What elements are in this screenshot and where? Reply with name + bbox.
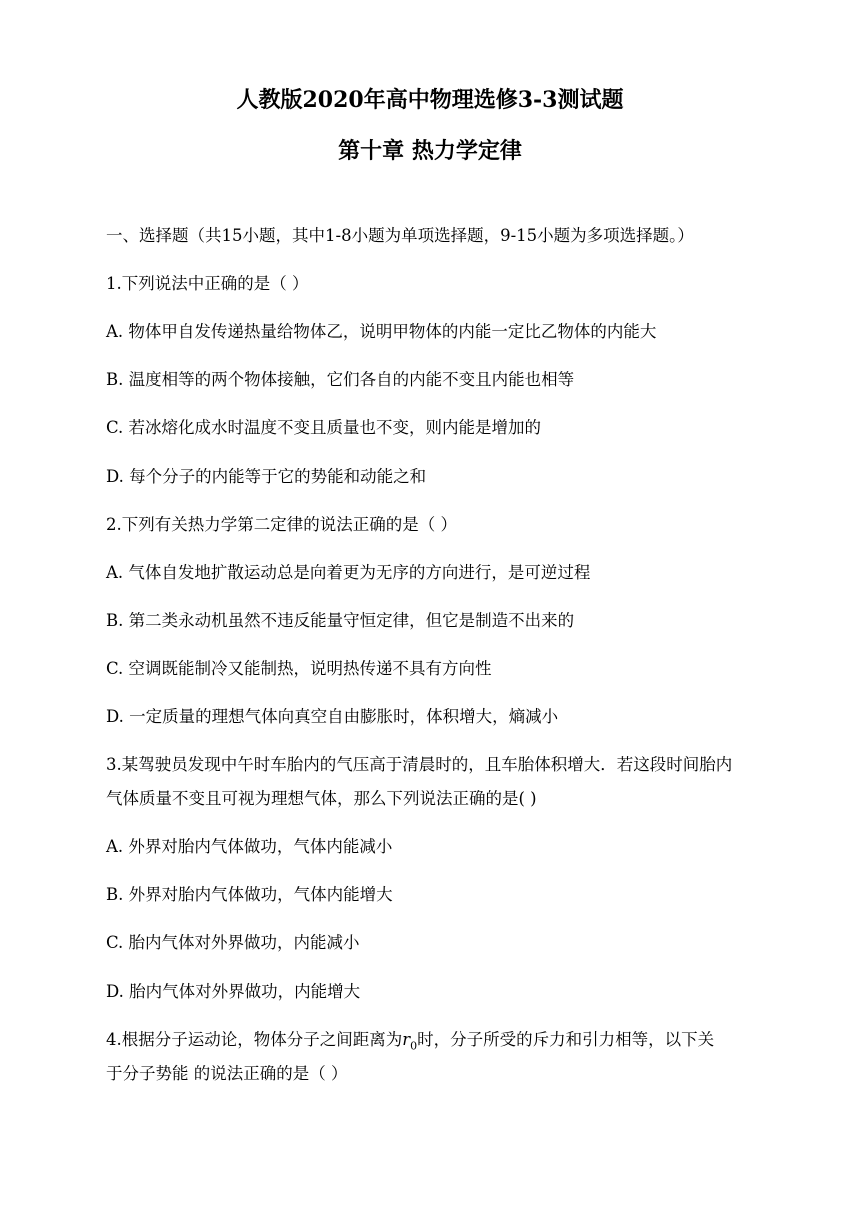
question-4-stem-text-b: 时，分子所受的斥力和引力相等，以下关: [417, 1030, 715, 1049]
question-4-stem-line-2: 于分子势能 的说法正确的是（ ）: [106, 1064, 348, 1083]
question-3-option-d: D. 胎内气体对外界做功，内能增大: [106, 982, 361, 1001]
question-1-option-c: C. 若冰熔化成水时温度不变且质量也不变，则内能是增加的: [106, 418, 542, 437]
question-3-option-a: A. 外界对胎内气体做功，气体内能减小: [106, 837, 393, 856]
document-title: 人教版2020年高中物理选修3-3测试题: [236, 87, 624, 113]
question-3-option-b: B. 外界对胎内气体做功，气体内能增大: [106, 885, 393, 904]
question-2-option-a: A. 气体自发地扩散运动总是向着更为无序的方向进行，是可逆过程: [106, 563, 591, 582]
chapter-title: 第十章 热力学定律: [338, 138, 522, 164]
question-4-stem-text-a: 4.根据分子运动论，物体分子之间距离为: [106, 1030, 403, 1049]
question-2-stem: 2.下列有关热力学第二定律的说法正确的是（ ）: [106, 515, 457, 534]
distance-variable-r: r: [402, 1030, 411, 1049]
question-1-option-d: D. 每个分子的内能等于它的势能和动能之和: [106, 467, 427, 486]
distance-variable-subscript: 0: [410, 1039, 418, 1053]
question-2-option-c: C. 空调既能制冷又能制热，说明热传递不具有方向性: [106, 659, 492, 678]
question-3-stem-line-2: 气体质量不变且可视为理想气体，那么下列说法正确的是( ): [106, 789, 537, 808]
question-4-stem-line-1: [106, 1030, 786, 1056]
section-header: 一、选择题（共15小题，其中1-8小题为单项选择题，9-15小题为多项选择题。）: [106, 226, 694, 245]
question-2-option-d: D. 一定质量的理想气体向真空自由膨胀时，体积增大，熵减小: [106, 707, 559, 726]
question-3-stem-line-1: 3.某驾驶员发现中午时车胎内的气压高于清晨时的，且车胎体积增大．若这段时间胎内: [106, 755, 733, 774]
question-2-option-b: B. 第二类永动机虽然不违反能量守恒定律，但它是制造不出来的: [106, 611, 575, 630]
question-1-stem: 1.下列说法中正确的是（ ）: [106, 274, 309, 293]
question-3-option-c: C. 胎内气体对外界做功，内能减小: [106, 933, 360, 952]
question-1-option-b: B. 温度相等的两个物体接触，它们各自的内能不变且内能也相等: [106, 370, 575, 389]
question-1-option-a: A. 物体甲自发传递热量给物体乙，说明甲物体的内能一定比乙物体的内能大: [106, 322, 657, 341]
